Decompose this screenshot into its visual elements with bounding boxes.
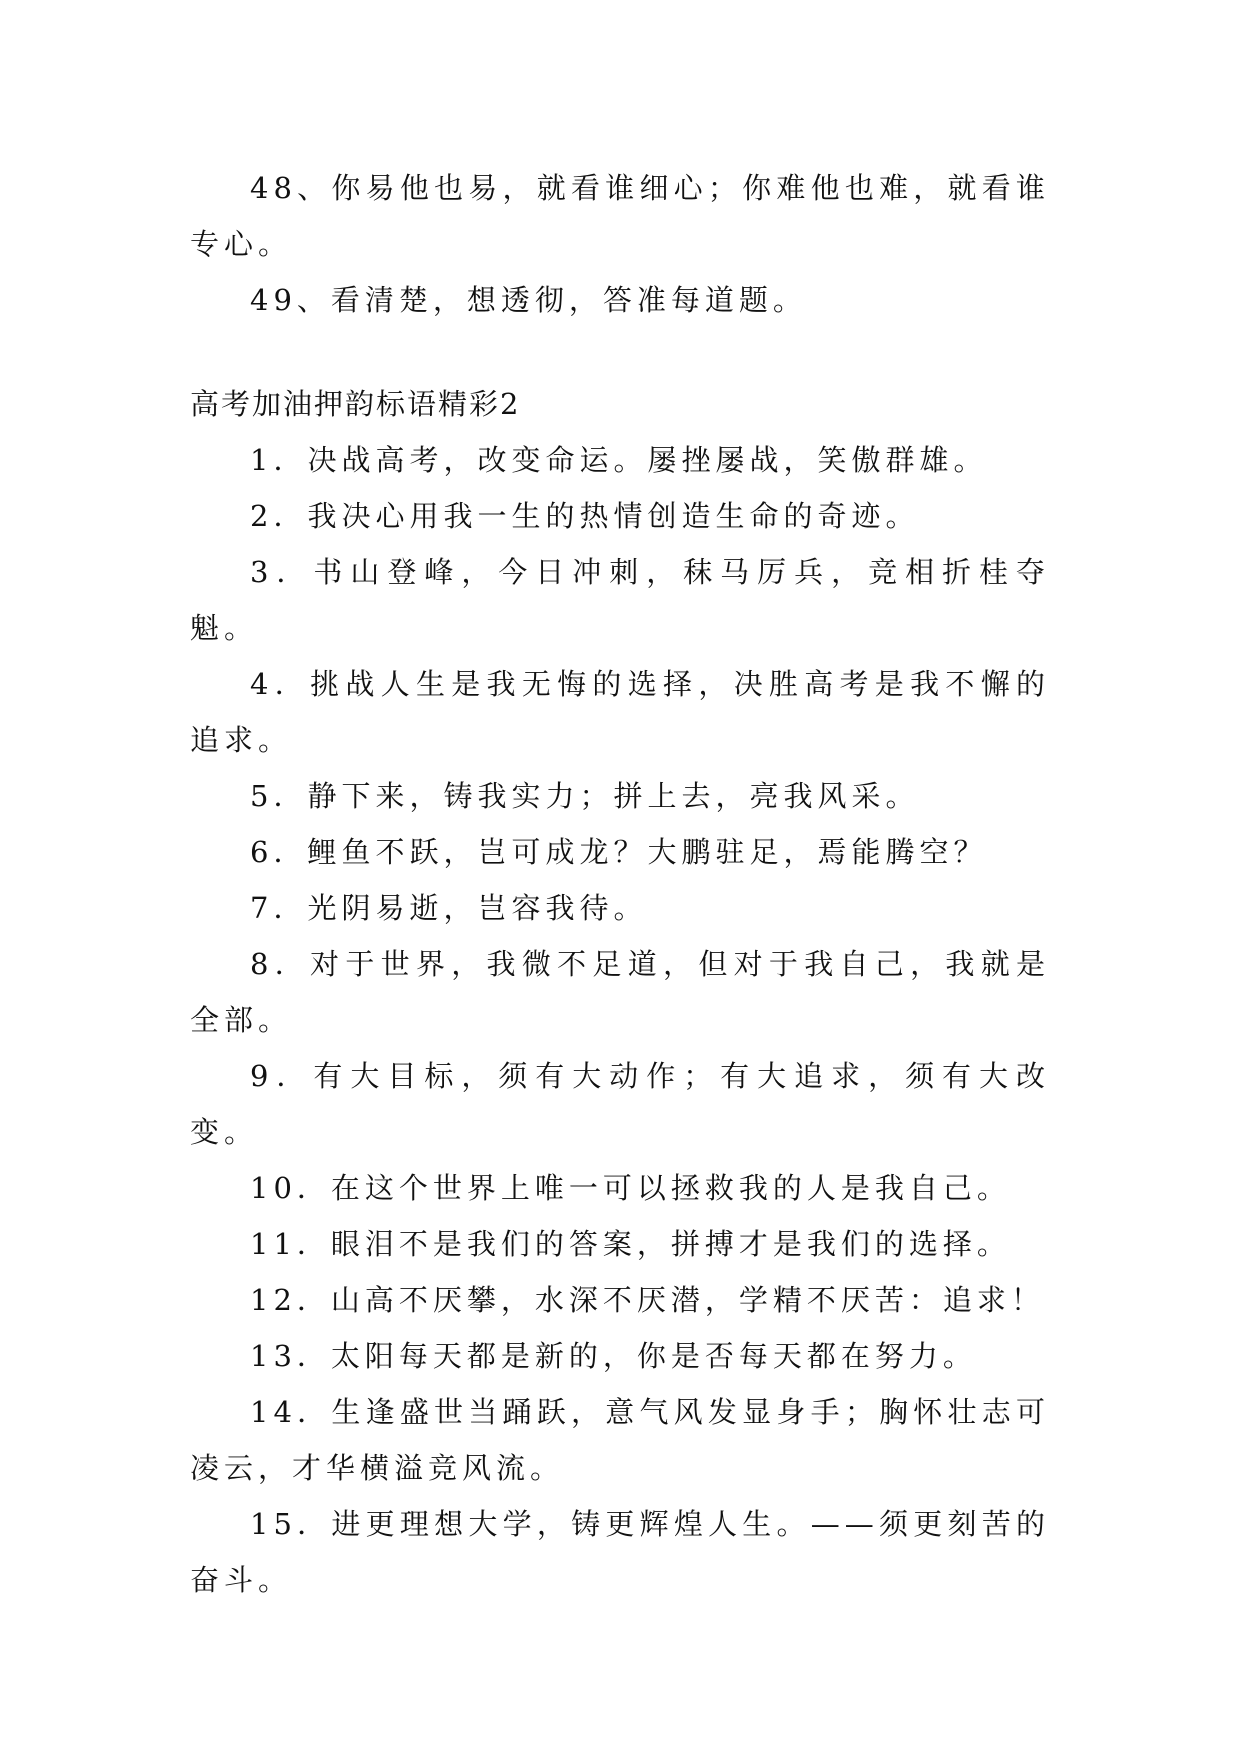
list-item: 9．有大目标，须有大动作；有大追求，须有大改变。 — [190, 1059, 1050, 1149]
paragraph-48: 48、你易他也易，就看谁细心；你难他也难，就看谁专心。 — [190, 171, 1050, 261]
list-item: 10．在这个世界上唯一可以拯救我的人是我自己。 — [250, 1171, 1011, 1205]
section-heading: 高考加油押韵标语精彩2 — [190, 387, 521, 421]
list-item: 1．决战高考，改变命运。屡挫屡战，笑傲群雄。 — [250, 443, 988, 477]
list-item: 13．太阳每天都是新的，你是否每天都在努力。 — [250, 1339, 977, 1373]
list-item: 4．挑战人生是我无悔的选择，决胜高考是我不懈的追求。 — [190, 667, 1050, 757]
list-item: 11．眼泪不是我们的答案，拼搏才是我们的选择。 — [250, 1227, 1011, 1261]
list-item: 15．进更理想大学，铸更辉煌人生。——须更刻苦的奋斗。 — [190, 1507, 1050, 1597]
list-item: 6．鲤鱼不跃，岂可成龙？大鹏驻足，焉能腾空？ — [250, 835, 988, 869]
paragraph-49: 49、看清楚，想透彻，答准每道题。 — [250, 283, 807, 317]
list-item: 8．对于世界，我微不足道，但对于我自己，我就是全部。 — [190, 947, 1050, 1037]
list-item: 2．我决心用我一生的热情创造生命的奇迹。 — [250, 499, 920, 533]
list-item: 14．生逢盛世当踊跃，意气风发显身手；胸怀壮志可凌云，才华横溢竞风流。 — [190, 1395, 1050, 1485]
document-body — [190, 160, 1050, 1608]
list-item: 12．山高不厌攀，水深不厌潜，学精不厌苦：追求！ — [250, 1283, 1045, 1317]
list-item: 5．静下来，铸我实力；拼上去，亮我风采。 — [250, 779, 920, 813]
list-item: 7．光阴易逝，岂容我待。 — [250, 891, 648, 925]
list-item: 3．书山登峰，今日冲刺，秣马厉兵，竞相折桂夺魁。 — [190, 555, 1050, 645]
